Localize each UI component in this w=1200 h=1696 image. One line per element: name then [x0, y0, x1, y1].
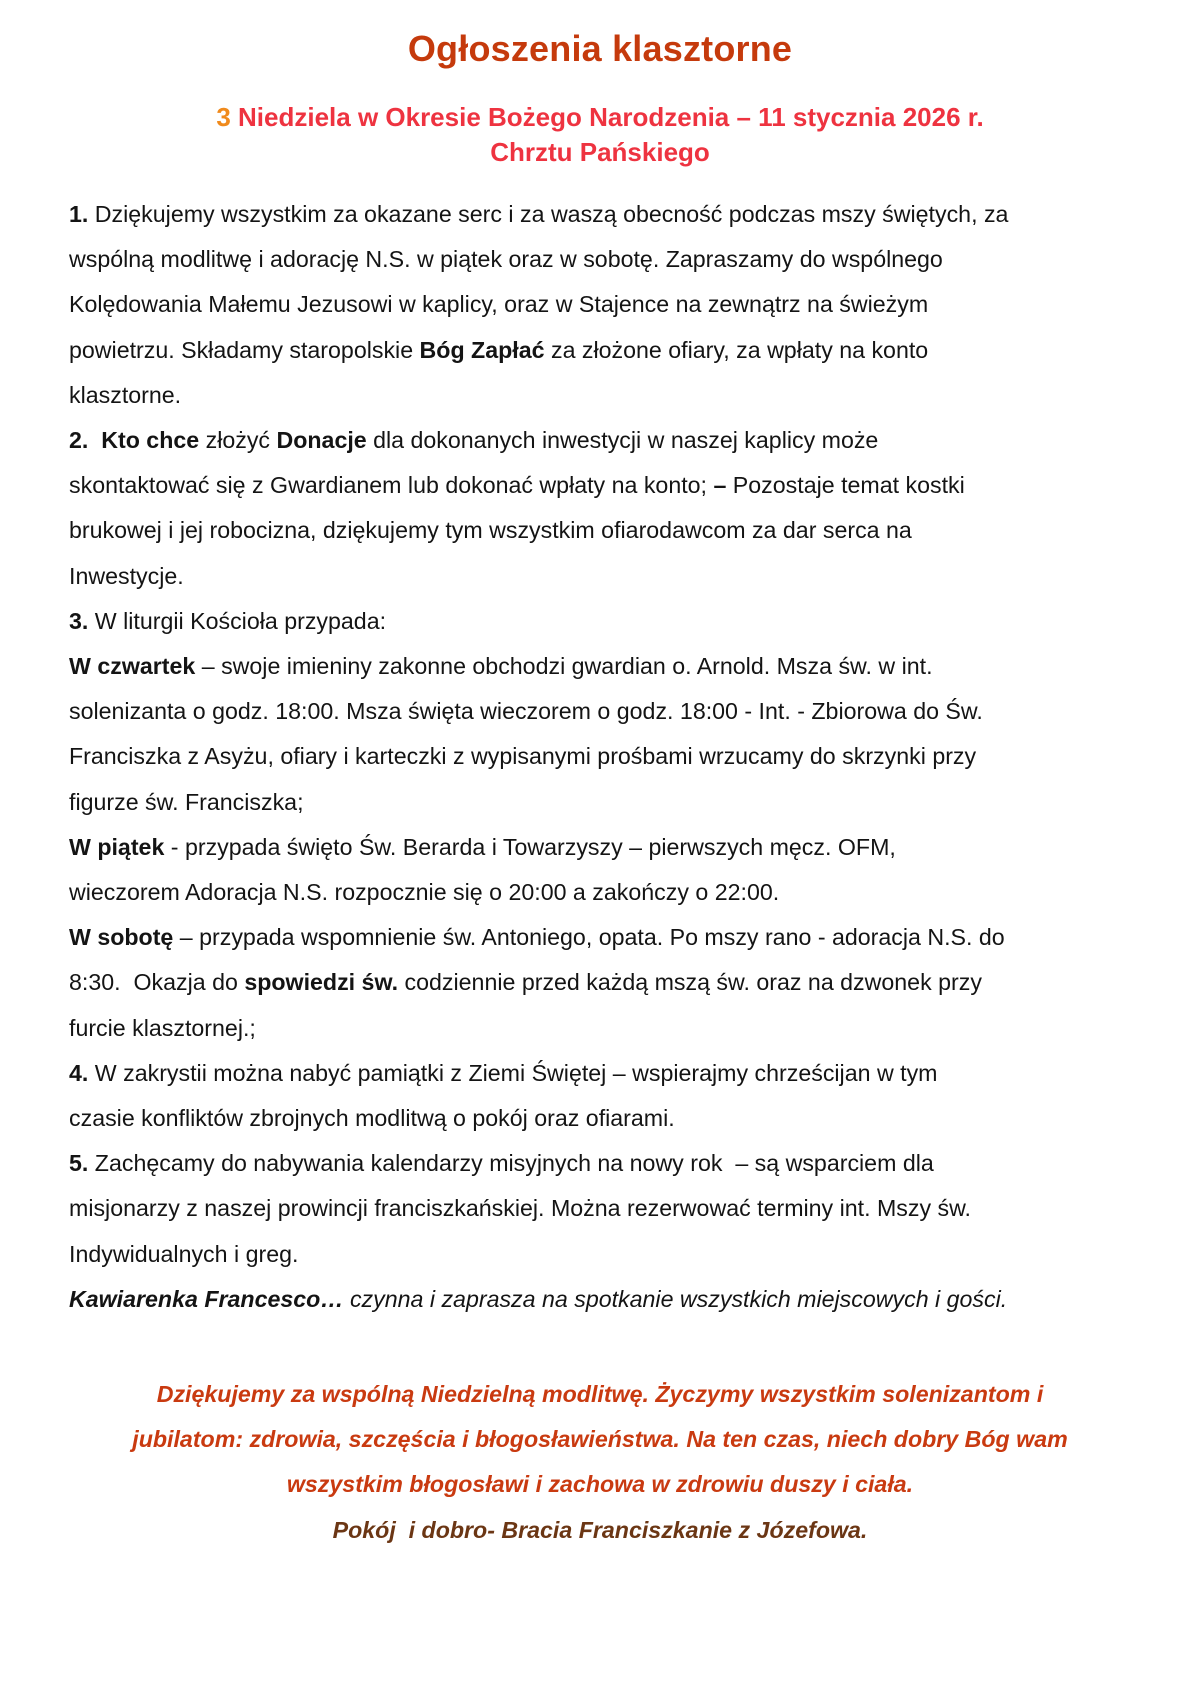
item-number: 2. — [69, 427, 89, 454]
thursday-line: W czwartek – swoje imieniny zakonne obchodzi gwardian o. Arnold. Msza św. w int. — [69, 653, 933, 680]
thursday-line: figurze św. Franciszka; — [69, 788, 304, 815]
emphasis-text: spowiedzi św. — [244, 969, 399, 996]
cafe-line: Kawiarenka Francesco… czynna i zaprasza na spotkanie wszystkich miejscowych i gości. — [69, 1285, 1008, 1312]
emphasis-text: Kto chce — [88, 427, 200, 454]
item-number: 3. — [69, 607, 89, 634]
thursday-line: solenizanta o godz. 18:00. Msza święta wieczorem o godz. 18:00 - Int. - Zbiorowa do Św. — [69, 698, 983, 725]
thursday-line: Franciszka z Asyżu, ofiary i karteczki z wypisanymi prośbami wrzucamy do skrzynki przy — [69, 743, 977, 770]
subtitle-text: Niedziela w Okresie Bożego Narodzenia – 11 stycznia 2026 r. — [230, 102, 984, 132]
signature: Pokój i dobro- Bracia Franciszkanie z Józefowa. — [332, 1516, 868, 1543]
sunday-number: 3 — [216, 102, 231, 132]
cafe-name: Kawiarenka Francesco… — [69, 1285, 344, 1312]
saturday-line: W sobotę – przypada wspomnienie św. Antoniego, opata. Po mszy rano - adoracja N.S. do — [69, 924, 1005, 951]
announcement-1-line: klasztorne. — [69, 381, 182, 408]
emphasis-text: Bóg Zapłać — [419, 336, 545, 363]
closing-line: Dziękujemy za wspólną Niedzielną modlitwę. Życzymy wszystkim solenizantom i — [156, 1381, 1044, 1407]
item-number: 5. — [69, 1150, 89, 1177]
friday-line: wieczorem Adoracja N.S. rozpocznie się o 20:00 a zakończy o 22:00. — [69, 879, 780, 906]
announcement-1-line: wspólną modlitwę i adorację N.S. w piątek oraz w sobotę. Zapraszamy do wspólnego — [69, 246, 943, 273]
announcement-1-line: Kolędowania Małemu Jezusowi w kaplicy, oraz w Stajence na zewnątrz na świeżym — [69, 291, 929, 318]
saturday-line: furcie klasztornej.; — [69, 1014, 256, 1041]
closing-line: jubilatom: zdrowia, szczęścia i błogosławieństwa. Na ten czas, niech dobry Bóg wam — [132, 1426, 1068, 1453]
day-label-saturday: W sobotę — [69, 924, 174, 951]
announcement-4-line: czasie konfliktów zbrojnych modlitwą o pokój oraz ofiarami. — [69, 1105, 675, 1132]
announcement-2-line: brukowej i jej robocizna, dziękujemy tym wszystkim ofiarodawcom za dar serca na — [69, 517, 912, 544]
day-label-friday: W piątek — [69, 833, 165, 860]
announcement-2-line: skontaktować się z Gwardianem lub dokonać wpłaty na konto; – Pozostaje temat kostki — [69, 472, 965, 499]
page-subtitle — [0, 100, 1200, 170]
announcement-5-line: Indywidualnych i greg. — [69, 1240, 299, 1267]
saturday-line: 8:30. Okazja do spowiedzi św. codziennie przed każdą mszą św. oraz na dzwonek przy — [69, 969, 982, 996]
page-title: Ogłoszenia klasztorne — [407, 28, 793, 69]
closing-message — [0, 1372, 1200, 1553]
emphasis-text: Donacje — [276, 427, 367, 454]
item-number: 4. — [69, 1059, 89, 1086]
subtitle-line2: Chrztu Pańskiego — [490, 137, 710, 167]
friday-line: W piątek - przypada święto Św. Berarda i Towarzyszy – pierwszych męcz. OFM, — [69, 833, 896, 860]
announcement-1-line: 1. Dziękujemy wszystkim za okazane serc i za waszą obecność podczas mszy świętych, za — [69, 201, 1009, 227]
announcement-2-line: Inwestycje. — [69, 562, 184, 589]
announcement-2-line: 2. Kto chce złożyć Donacje dla dokonanych inwestycji w naszej kaplicy może — [69, 427, 879, 454]
announcement-1-line: powietrzu. Składamy staropolskie Bóg Zapłać za złożone ofiary, za wpłaty na konto — [69, 336, 929, 363]
closing-line: wszystkim błogosławi i zachowa w zdrowiu duszy i ciała. — [286, 1471, 914, 1498]
day-label-thursday: W czwartek — [69, 653, 196, 680]
announcement-3-line: 3. W liturgii Kościoła przypada: — [69, 607, 387, 634]
subtitle-line1 — [0, 100, 1200, 135]
announcement-5-line: 5. Zachęcamy do nabywania kalendarzy misyjnych na nowy rok – są wsparciem dla — [69, 1150, 934, 1177]
announcements-body — [69, 192, 1149, 1322]
announcement-5-line: misjonarzy z naszej prowincji franciszkańskiej. Można rezerwować terminy int. Mszy św. — [69, 1195, 972, 1222]
announcement-4-line: 4. W zakrystii można nabyć pamiątki z Ziemi Świętej – wspierajmy chrześcijan w tym — [69, 1059, 938, 1086]
item-number: 1. — [69, 201, 89, 227]
